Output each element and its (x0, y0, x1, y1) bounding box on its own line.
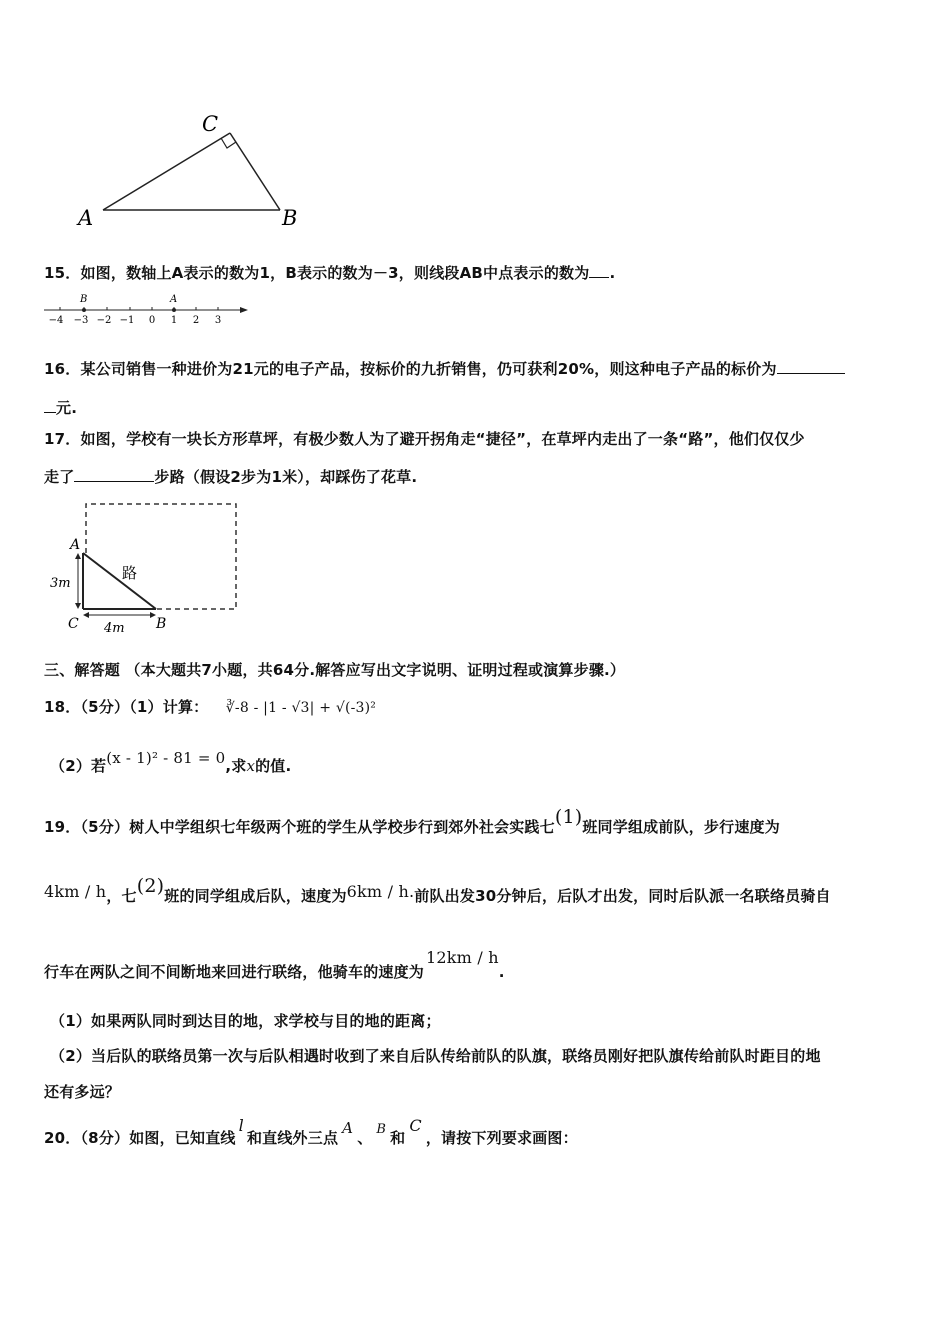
line-l: l (238, 1116, 244, 1135)
question-19-line2 (44, 875, 831, 906)
speed-1: 4km / h (44, 882, 107, 901)
section-3-title: 三、解答题 （本大题共7小题，共64分.解答应写出文字说明、证明过程或演算步骤.） (44, 661, 626, 679)
question-17-end: 步路（假设2步为1米），却踩伤了花草. (154, 468, 418, 486)
question-19-line3 (44, 948, 505, 982)
triangle-label-b: B (282, 206, 298, 230)
question-16-line2 (44, 397, 77, 418)
question-19-line2-c: 前队出发30分钟后，后队才出发，同时后队派一名联络员骑自 (414, 887, 831, 905)
point-b-label: B (80, 294, 88, 305)
tick-label: −3 (73, 315, 89, 326)
question-19-line3-end: . (498, 963, 505, 981)
expression-2: (x - 1)² - 81 = 0 (106, 749, 226, 767)
question-19-line1 (44, 806, 780, 837)
tick-label: 2 (192, 315, 200, 326)
question-20-and: 和 (390, 1129, 406, 1147)
tick-label: 3 (214, 315, 222, 326)
answer-blank-15 (589, 265, 609, 278)
speed-2: 6km / h. (346, 882, 415, 901)
side-cb-label: 4m (104, 621, 125, 636)
triangle-figure (70, 105, 320, 235)
number-line (44, 290, 254, 330)
answer-blank-16-cont (44, 400, 56, 413)
question-19-sub1: （1）如果两队同时到达目的地，求学校与目的地的距离； (50, 1012, 441, 1030)
question-18-part2-prefix: （2）若 (50, 757, 107, 775)
point-b: B (376, 1122, 387, 1137)
question-18-part2-mid: ,求 (225, 757, 247, 775)
point-a: A (342, 1119, 354, 1137)
question-17-text: 17．如图，学校有一块长方形草坪，有极少数人为了避开拐角走“捷径”，在草坪内走出了一条“路”，他们仅仅少 (44, 430, 805, 448)
question-17-line2 (44, 466, 417, 487)
triangle-label-a: A (78, 206, 94, 230)
question-19-text-end: 班同学组成前队，步行速度为 (582, 818, 780, 836)
tick-label: −4 (48, 315, 64, 326)
lawn-label-b: B (156, 616, 167, 632)
question-16 (44, 358, 845, 379)
question-19-sub2: （2）当后队的联络员第一次与后队相遇时收到了来自后队传给前队的队旗，联络员刚好把队旗传给前队时距目的地 (50, 1047, 821, 1065)
answer-blank-16 (777, 361, 845, 374)
answer-blank-17 (74, 469, 154, 482)
tick-label: −2 (96, 315, 112, 326)
question-17-start: 走了 (44, 468, 75, 486)
question-19-line2-b: 班的同学组成后队，速度为 (164, 887, 347, 905)
lawn-figure (46, 495, 246, 640)
question-15 (44, 262, 615, 283)
variable-x: x (246, 757, 256, 775)
question-18-part1 (44, 696, 376, 717)
question-16-text: 16．某公司销售一种进价为21元的电子产品，按标价的九折销售，仍可获利20%，则这种电子产品的标价为 (44, 360, 777, 378)
question-15-text: 15．如图，数轴上A表示的数为1，B表示的数为－3，则线段AB中点表示的数为 (44, 264, 590, 282)
lawn-label-a: A (70, 537, 81, 553)
question-18-part2 (50, 749, 292, 776)
road-label: 路 (122, 564, 138, 582)
triangle-label-c: C (202, 112, 219, 136)
separator: 、 (357, 1129, 373, 1147)
speed-3: 12km / h (426, 948, 499, 967)
question-15-end: . (609, 264, 616, 282)
class-2: (2) (136, 875, 165, 897)
question-17 (44, 428, 805, 449)
expression-1: ∛-8 - |1 - √3| + √(-3)² (225, 700, 377, 716)
question-19-line3: 行车在两队之间不间断地来回进行联络，他骑车的速度为 (44, 963, 425, 981)
question-20-text1: 20．（8分）如图，已知直线 (44, 1129, 236, 1147)
question-19-text: 19．（5分）树人中学组织七年级两个班的学生从学校步行到郊外社会实践七 (44, 818, 555, 836)
class-1: (1) (554, 806, 583, 828)
question-19-sub2-cont: 还有多远？ (44, 1083, 121, 1101)
lawn-label-c: C (68, 616, 79, 632)
tick-label: 0 (148, 315, 156, 326)
question-19-line2-a: ，七 (106, 887, 137, 905)
tick-label: −1 (119, 315, 135, 326)
question-20 (44, 1116, 578, 1148)
question-16-end: 元. (56, 399, 78, 417)
question-20-text2: 和直线外三点 (246, 1129, 339, 1147)
question-18-part2-end: 的值. (255, 757, 292, 775)
point-a-label: A (170, 294, 178, 305)
point-c: C (409, 1116, 422, 1135)
tick-label: 1 (170, 315, 178, 326)
question-20-text3: ，请按下列要求画图： (425, 1129, 578, 1147)
side-ac-label: 3m (50, 576, 71, 591)
question-18-label: 18．（5分）（1）计算： (44, 698, 209, 716)
